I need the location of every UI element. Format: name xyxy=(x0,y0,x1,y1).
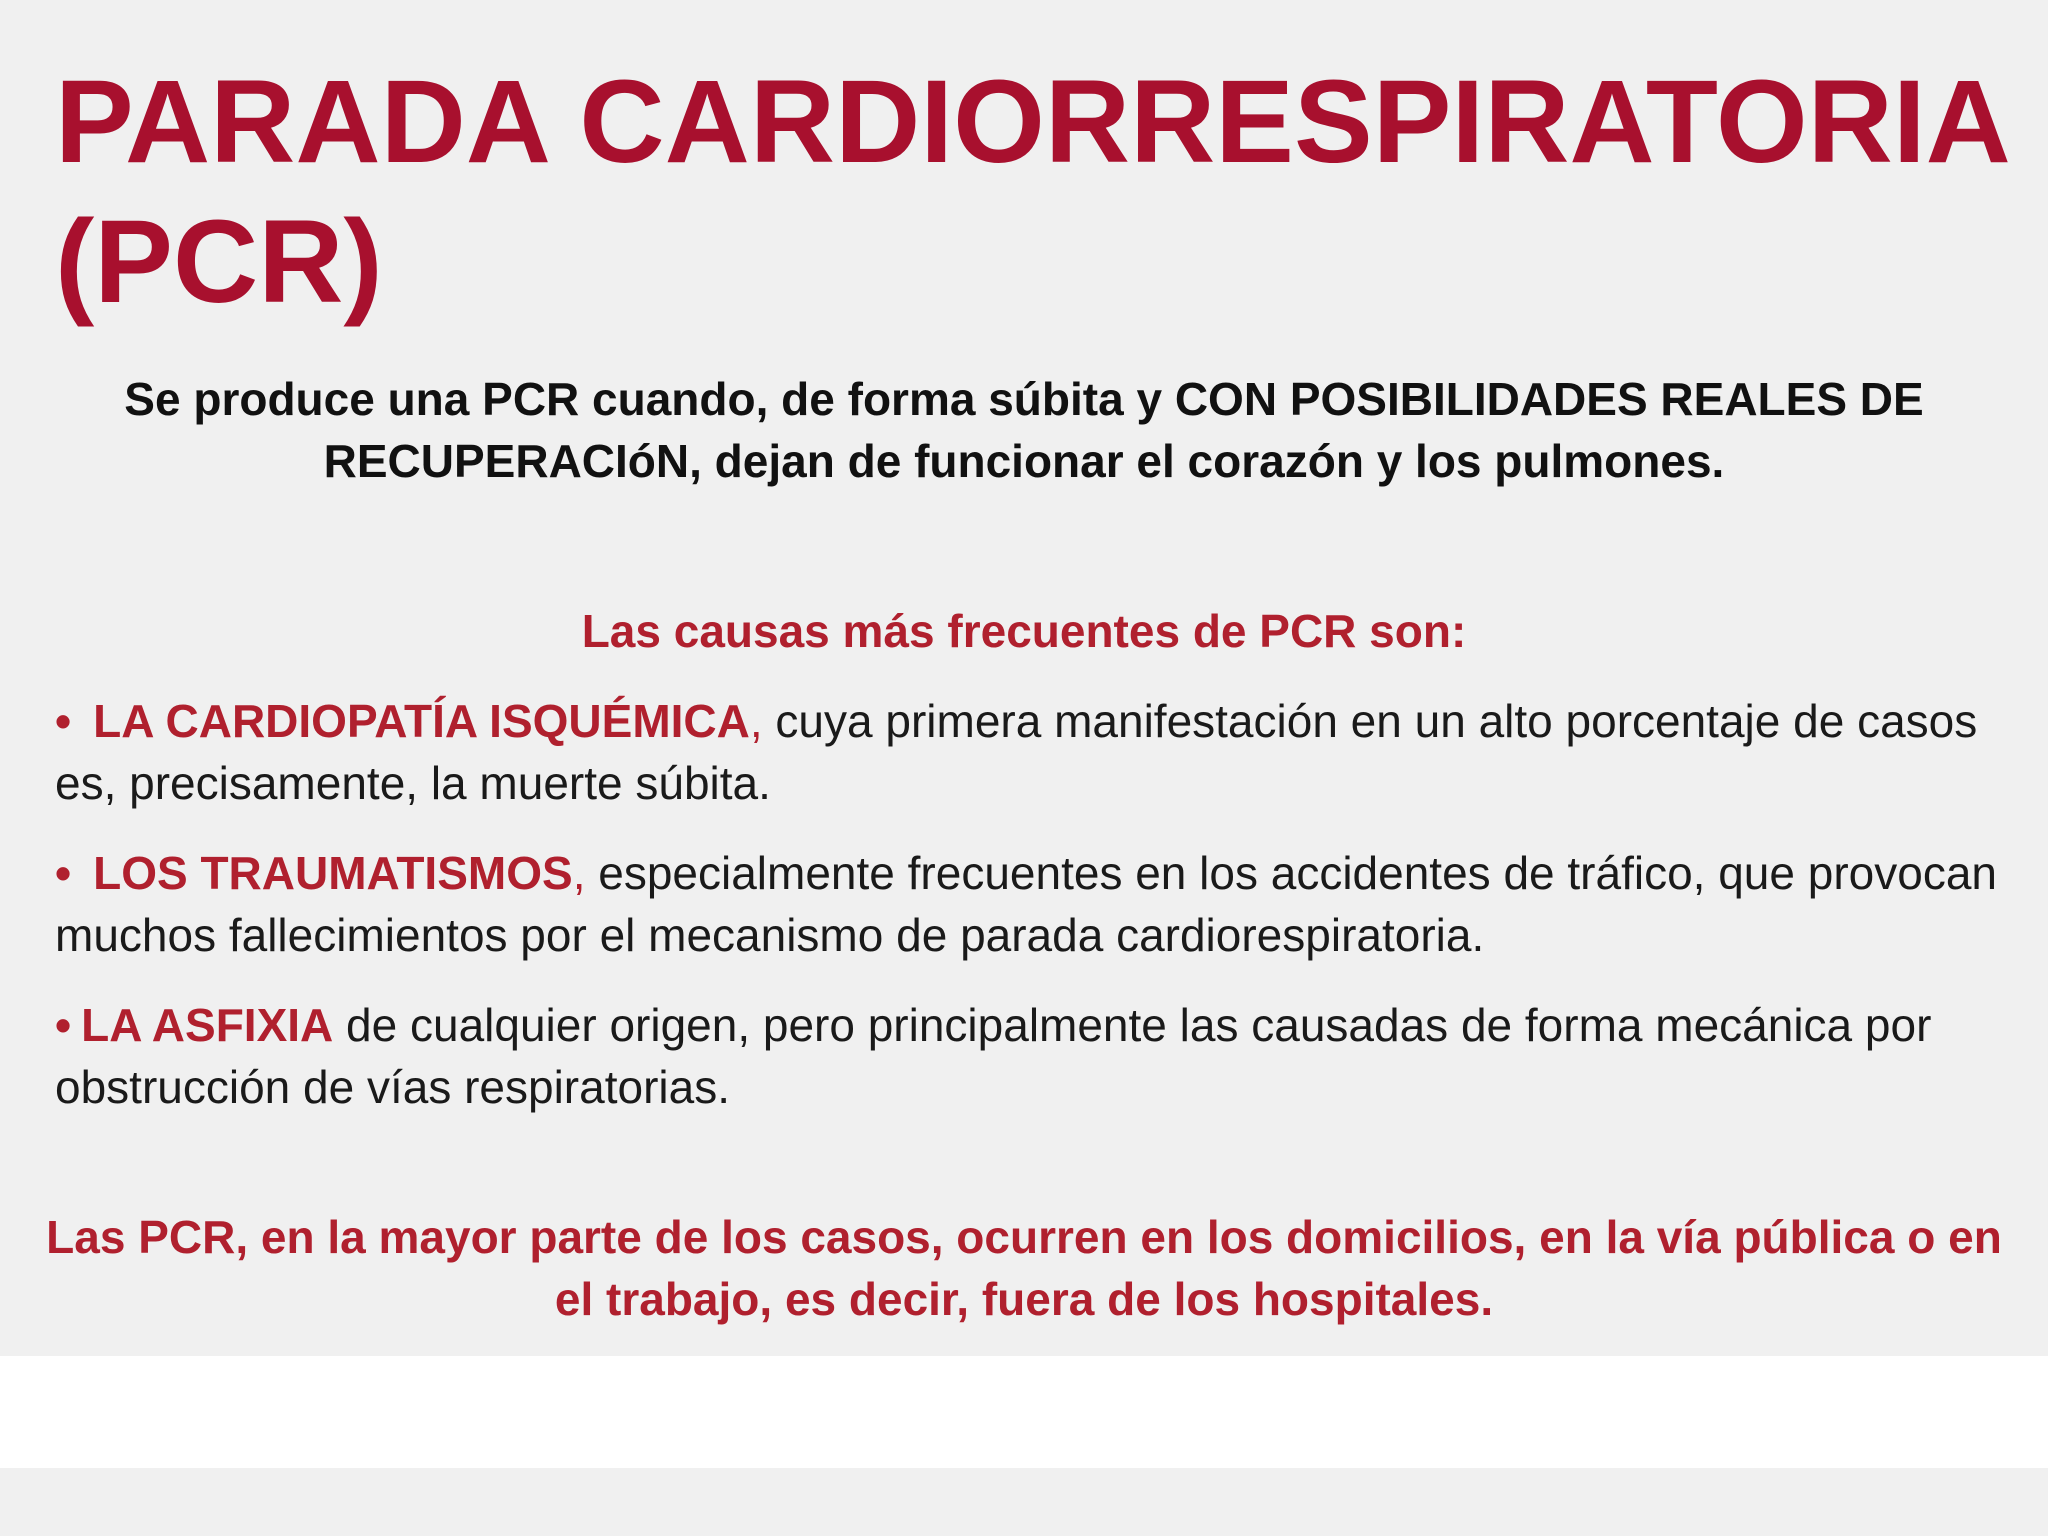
list-item xyxy=(55,842,2005,966)
intro-paragraph: Se produce una PCR cuando, de forma súbita y CON POSIBILIDADES REALES DE RECUPERACIóN, dejan de funcionar el corazón y los pulmones. xyxy=(124,373,1924,487)
causes-list xyxy=(55,690,2005,1146)
bullet-icon: • xyxy=(55,999,72,1051)
list-item xyxy=(55,690,2005,814)
causes-heading: Las causas más frecuentes de PCR son: xyxy=(581,605,1467,657)
slide-title: PARADA CARDIORRESPIRATORIA (PCR) xyxy=(55,56,2007,328)
closing-paragraph: Las PCR, en la mayor parte de los casos, ocurren en los domicilios, en la vía pública o en el trabajo, es decir, fuera de los hospitales. xyxy=(46,1211,2002,1325)
bottom-white-band xyxy=(0,1356,2048,1468)
cause-description: de cualquier origen, pero principalmente las causadas de forma mecánica por obstrucción de vías respiratorias. xyxy=(55,999,1932,1113)
bullet-icon: • xyxy=(55,847,72,899)
cause-description: cuya primera manifestación en un alto porcentaje de casos es, precisamente, la muerte súbita. xyxy=(55,695,1978,809)
list-item xyxy=(55,994,2005,1118)
bullet-icon: • xyxy=(55,695,72,747)
cause-name: LA CARDIOPATÍA ISQUÉMICA xyxy=(93,695,750,747)
cause-separator: , xyxy=(749,695,763,747)
cause-name: LA ASFIXIA xyxy=(81,999,334,1051)
cause-description: especialmente frecuentes en los accidentes de tráfico, que provocan muchos fallecimientos por el mecanismo de parada cardiorespiratoria. xyxy=(55,847,1997,961)
cause-separator: , xyxy=(572,847,586,899)
bottom-gray-band xyxy=(0,1468,2048,1536)
cause-name: LOS TRAUMATISMOS xyxy=(93,847,573,899)
